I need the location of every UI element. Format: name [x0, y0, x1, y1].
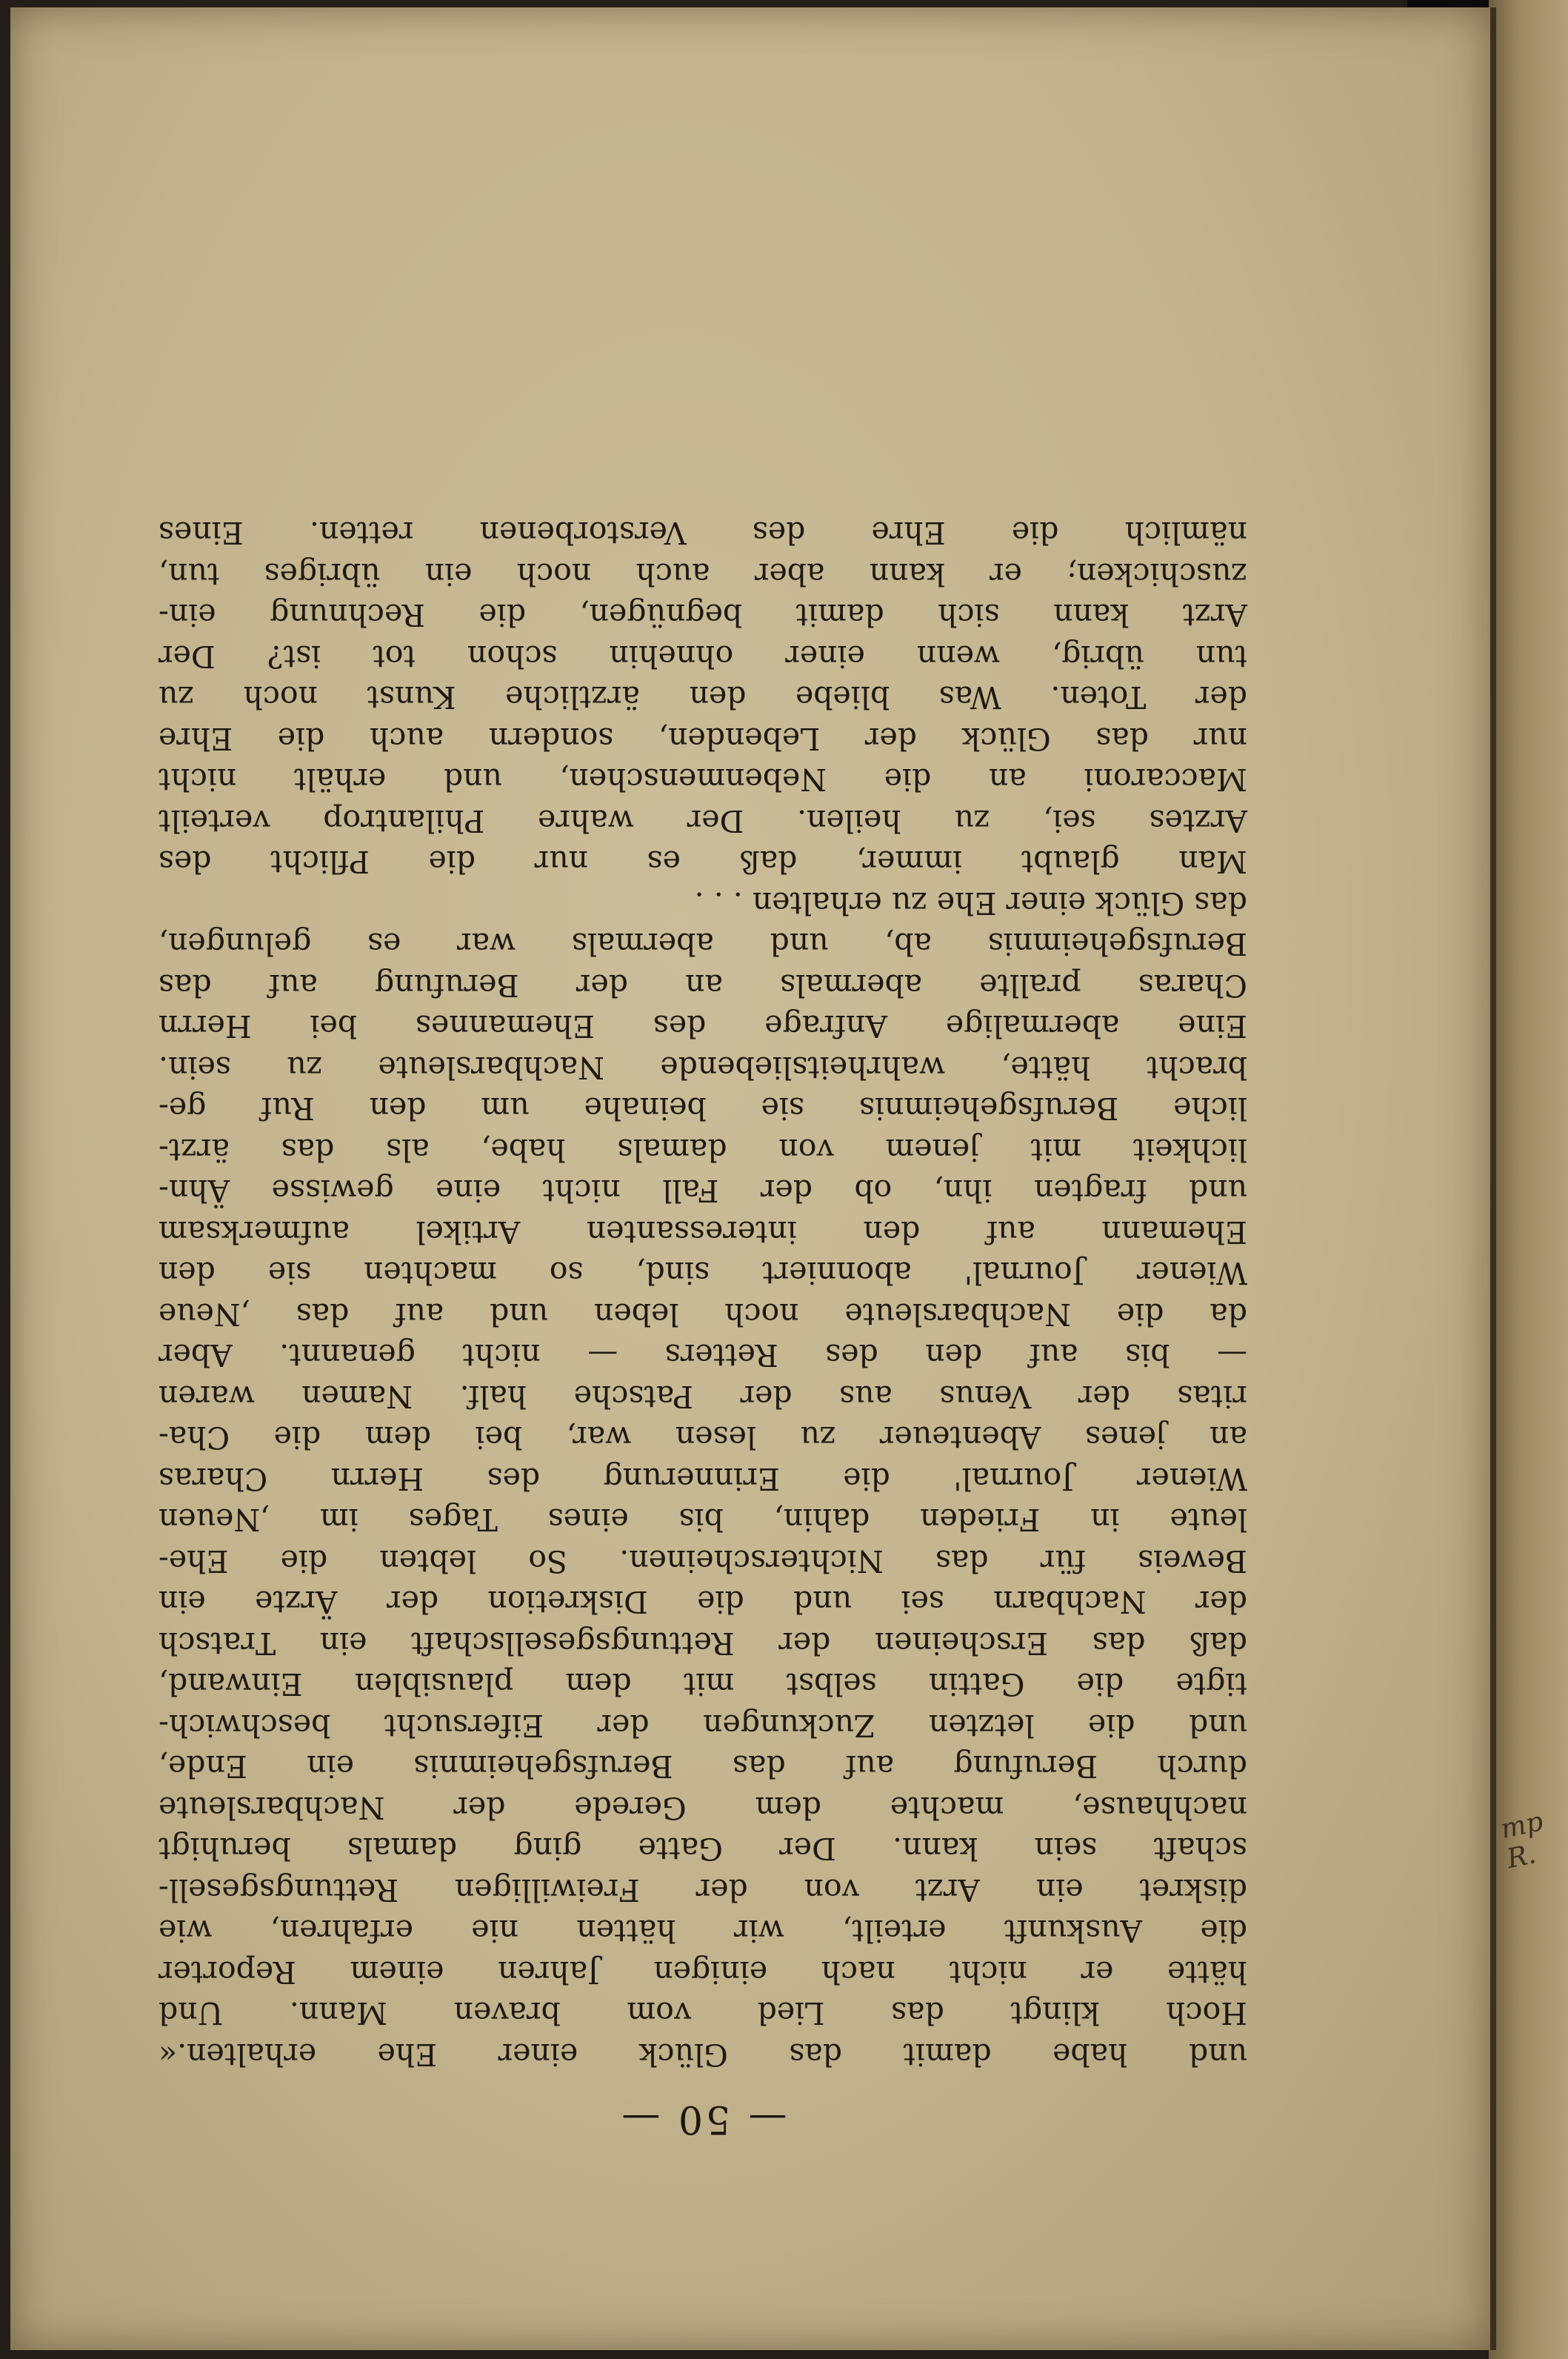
text-line: nur das Glück der Lebenden, sondern auch die Ehre [159, 721, 1247, 756]
text-line: tigte die Gattin selbst mit dem plausiblen Einwand, [159, 1666, 1247, 1703]
body-text [159, 512, 1247, 2074]
text-line: der Toten. Was bliebe den ärztliche Kunst noch zu [159, 679, 1247, 716]
text-line: bracht hätte, wahrheitsliebende Nachbarsleute zu sein. [159, 1050, 1247, 1085]
text-line: durch Berufung auf das Berufsgeheimnis ein Ende, [159, 1749, 1247, 1785]
text-line: ritas der Venus aus der Patsche half. Namen waren [159, 1379, 1247, 1414]
text-line: schaft sein kann. Der Gatte ging damals beruhigt [159, 1831, 1247, 1867]
text-line: und die letzten Zuckungen der Eifersucht beschwich- [159, 1708, 1247, 1743]
text-line: hätte er nicht nach einigen Jahren einem Reporter [159, 1954, 1247, 1990]
text-line: Eine abermalige Anfrage des Ehemannes bei Herrn [159, 1008, 1247, 1045]
text-line: Arzt kann sich damit begnügen, die Rechnung ein- [159, 597, 1247, 633]
text-line: und habe damit das Glück einer Ehe erhalten.« [159, 2037, 1247, 2072]
text-line: Wiener Journal' abonniert sind, so machten sie den [159, 1255, 1247, 1291]
text-line: nämlich die Ehre des Verstorbenen retten. Eines [159, 515, 1247, 551]
text-line: liche Berufsgeheimnis sie beinahe um den Ruf ge- [159, 1091, 1247, 1127]
text-line: Beweis für das Nichterscheinen. So lebten die Ehe- [159, 1543, 1247, 1579]
text-line: da die Nachbarsleute noch leben und auf das ‚Neue [159, 1297, 1247, 1332]
text-line: leute in Frieden dahin, bis eines Tages im ‚Neuen [159, 1502, 1247, 1538]
text-line: die Auskunft erteilt, wir hätten nie erfahren, wie [159, 1913, 1247, 1949]
text-line: Berufsgeheimnis ab, und abermals war es gelungen, [159, 926, 1247, 962]
book-page [10, 7, 1496, 2350]
text-line: der Nachbarn sei und die Diskretion der Ärzte ein [159, 1584, 1247, 1620]
text-line: lichkeit mit jenem von damals habe, als das ärzt- [159, 1132, 1247, 1168]
text-line: tun übrig, wenn einer ohnehin schon tot ist? Der [159, 639, 1247, 674]
text-line: nachhause, machte dem Gerede der Nachbarsleute [159, 1790, 1247, 1826]
text-line: Wiener Journal' die Erinnerung des Herrn Charas [159, 1461, 1247, 1497]
text-line: Ehemann auf den interessanten Artikel aufmerksam [159, 1214, 1247, 1250]
text-line: und fragten ihn, ob der Fall nicht eine gewisse Ähn- [159, 1173, 1247, 1209]
text-line: Charas prallte abermals an der Berufung auf das [159, 968, 1247, 1003]
text-line: das Glück einer Ehe zu erhalten . . . [694, 885, 1247, 921]
text-line: daß das Erscheinen der Rettungsgesellschaft ein Tratsch [159, 1626, 1247, 1661]
text-line: an jenes Abenteuer zu lesen war, bei dem die Cha- [159, 1420, 1247, 1456]
text-line: — bis auf den des Retters — nicht genannt. Aber [159, 1337, 1247, 1374]
adjacent-page-edge [1489, 0, 1568, 2359]
text-line: Man glaubt immer, daß es nur die Pflicht des [159, 844, 1247, 880]
upside-down-text-block [159, 437, 1247, 2141]
text-line: diskret ein Arzt von der Freiwilligen Rettungsgesell- [159, 1872, 1247, 1908]
text-line: Maccaroni an die Nebenmenschen, und erhält nicht [159, 762, 1247, 798]
margin-scribble: mp R. [1498, 1806, 1546, 1875]
page-number: — 50 — [618, 2097, 787, 2141]
text-line: zuschicken; er kann aber auch noch ein übriges tun, [159, 556, 1247, 592]
text-line: Hoch klingt das Lied vom braven Mann. Und [159, 1995, 1247, 2032]
text-line: Arztes sei, zu heilen. Der wahre Philantrop verteilt [159, 803, 1247, 839]
